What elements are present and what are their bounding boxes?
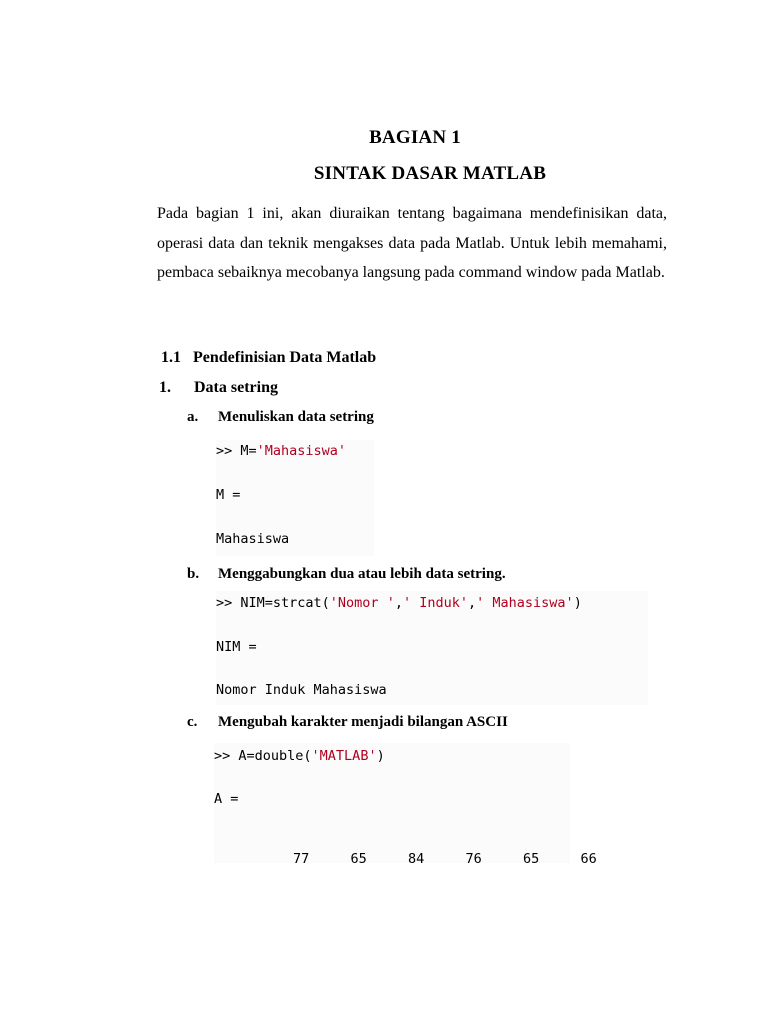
code-string: ' Mahasiswa' xyxy=(476,595,574,611)
ascii-value: 65 xyxy=(523,851,540,867)
code-command xyxy=(214,748,385,764)
list-item-text: Menuliskan data setring xyxy=(218,409,374,425)
ascii-value: 84 xyxy=(408,851,425,867)
intro-paragraph xyxy=(157,199,667,288)
code-block xyxy=(216,591,648,705)
code-block xyxy=(216,440,374,556)
code-prompt: >> A=double( xyxy=(214,748,312,764)
subsection-number: 1. xyxy=(159,379,171,396)
list-item-text: Mengubah karakter menjadi bilangan ASCII xyxy=(218,714,508,730)
subsection-heading xyxy=(159,379,278,397)
code-prompt: >> NIM=strcat( xyxy=(216,595,330,611)
list-item-letter: c. xyxy=(187,714,198,730)
chapter-title: SINTAK DASAR MATLAB xyxy=(313,163,547,184)
code-string: 'Mahasiswa' xyxy=(256,443,347,459)
code-paren: ) xyxy=(573,595,582,611)
code-string: ' Induk' xyxy=(402,595,468,611)
list-item-letter: b. xyxy=(187,566,200,582)
ascii-value: 77 xyxy=(293,851,310,867)
code-variable: A = xyxy=(214,791,239,807)
code-command xyxy=(216,443,346,459)
code-result: Nomor Induk Mahasiswa xyxy=(216,682,387,698)
code-string: 'MATLAB' xyxy=(311,748,377,764)
section-heading xyxy=(161,349,376,367)
ascii-value: 76 xyxy=(465,851,482,867)
intro-text: Pada bagian 1 ini, akan diuraikan tentang bagaimana mendefinisikan data, operasi data dan teknik mengakses data pada Matlab. Untuk lebih memahami, pembaca sebaiknya mecobanya langsung pada command window pada Matlab. xyxy=(157,205,667,281)
subsection-title: Data setring xyxy=(194,379,278,396)
code-prompt: >> M= xyxy=(216,443,257,459)
list-item-letter: a. xyxy=(187,409,199,425)
section-number: 1.1 xyxy=(161,349,181,366)
code-result-values xyxy=(203,835,597,883)
list-item xyxy=(187,566,506,583)
list-item xyxy=(187,714,508,731)
ascii-value: 66 xyxy=(580,851,597,867)
code-result: Mahasiswa xyxy=(216,531,290,547)
list-item-text: Menggabungkan dua atau lebih data setring. xyxy=(218,566,506,582)
code-string: 'Nomor ' xyxy=(329,595,395,611)
code-separator: , xyxy=(394,595,403,611)
code-variable: NIM = xyxy=(216,639,257,655)
code-block xyxy=(214,743,597,867)
ascii-value: 65 xyxy=(350,851,367,867)
chapter-label: BAGIAN 1 xyxy=(369,127,461,148)
code-command xyxy=(216,595,582,611)
section-title: Pendefinisian Data Matlab xyxy=(193,349,377,366)
list-item xyxy=(187,409,374,426)
code-paren: ) xyxy=(376,748,385,764)
code-variable: M = xyxy=(216,487,241,503)
code-separator: , xyxy=(468,595,477,611)
